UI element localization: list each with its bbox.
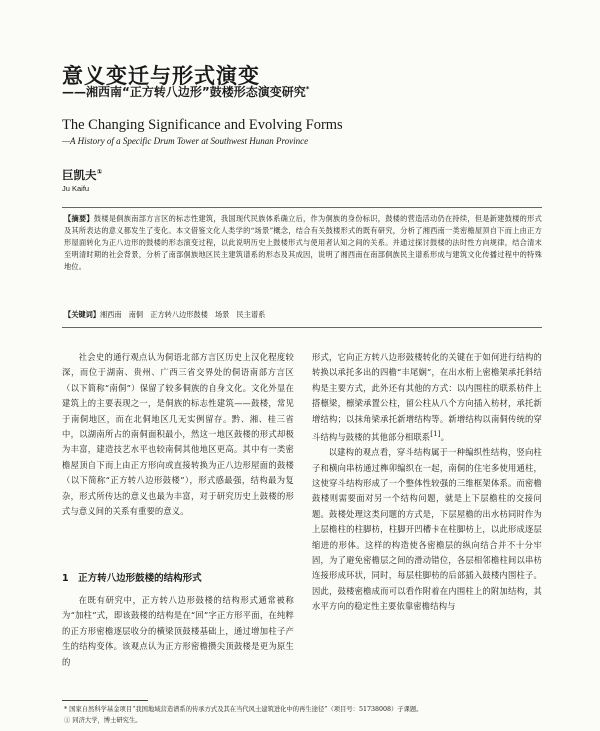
keywords-label: 【关键词】 <box>64 310 100 319</box>
title-english: The Changing Significance and Evolving Forms <box>62 117 343 133</box>
right-column <box>312 350 542 615</box>
footnote-author: ① 同济大学，博士研究生。 <box>64 717 142 724</box>
footnotes <box>64 704 542 726</box>
footnote-divider <box>62 700 148 701</box>
abstract <box>64 213 542 273</box>
abstract-bottom-divider <box>62 327 542 328</box>
author-english: Ju Kaifu <box>62 184 90 193</box>
section-heading-1: 1 正方转八边形鼓楼的结构形式 <box>62 573 202 584</box>
abstract-label: 【摘要】 <box>64 214 94 223</box>
right-paragraph-1-text: 形式，它向正方转八边形鼓楼转化的关键在于如何进行结构的转换以承托多出的四檐“丰尾娴”，在出水桁上密檐架承托斜结构是主要方式，此外还有其他的方式：以内围柱的联系枋件上搭檩梁，檩梁承置公柱，留公柱从八个方向插入枋材，承托新增结构；以抹角梁承托新增结构等。新增结构以南侗传统的穿斗结构与鼓楼的其他部分相联系 <box>312 352 542 442</box>
subtitle-chinese-text: ——湘西南“正方转八边形”鼓楼形态演变研究 <box>62 85 306 99</box>
abstract-top-divider <box>62 207 542 208</box>
right-paragraph-1: 形式，它向正方转八边形鼓楼转化的关键在于如何进行结构的转换以承托多出的四檐“丰尾娴”，在出水桁上密檐架承托斜结构是主要方式，此外还有其他的方式：以内围柱的联系枋件上搭檩梁，檩梁承置公柱，留公柱从八个方向插入枋材，承托新增结构；以抹角梁承托新增结构等。新增结构以南侗传统的穿斗结构与鼓楼的其他部分相联系[1]。 <box>312 352 542 442</box>
keywords-text: 湘西南 南侗 正方转八边形鼓楼 场景 民主谱系 <box>99 310 266 319</box>
author-name: 巨凯夫 <box>62 168 97 182</box>
left-column-intro <box>62 350 294 519</box>
subtitle-chinese <box>62 83 309 100</box>
footnote-funding: * 国家自然科学基金项目“我国地域营造谱系的传承方式及其在当代风土建筑进化中的再生途径”（项目号：51738008）子课题。 <box>64 706 423 713</box>
section-1-paragraph: 在既有研究中，正方转八边形鼓楼的结构形式通常被称为“加柱”式，即该鼓楼的结构是在“回”字正方形平面，在纯粹的正方形密檐逐层收分的横梁顶鼓楼基础上，通过增加柱子产生的结构变体。该观点认为正方形密檐攒尖顶鼓楼是更为原生的 <box>62 595 294 667</box>
left-column-section-1 <box>62 593 294 670</box>
citation-ref: [1] <box>430 430 441 439</box>
subtitle-footnote-marker: * <box>305 85 310 93</box>
subtitle-english <box>62 136 308 146</box>
title-chinese: 意义变迁与形式演变 <box>62 64 260 88</box>
abstract-text: 鼓楼是侗族南部方言区的标志性建筑，我国现代民族体系确立后，作为侗族的身份标识，鼓楼的营造活动仍在持续，但是新建鼓楼的形式及其所表达的意义都发生了变化。本文借鉴文化人类学的“场景”概念，结合有关鼓楼形式的既有研究，分析了湘西南一类密檐屋顶自下而上由正方形屋面转化为正八边形的鼓楼的形态演变过程，以此说明历史上鼓楼形式与使用者认知之间的关系。并通过探讨鼓楼的法时性方向规律，结合清末至明清时期的社会背景，分析了南部侗族地区民主建筑谱系的形态及其成因，说明了湘西南在南部侗族民主谱系形成与建筑文化传播过程中的特殊地位。 <box>64 214 542 271</box>
right-paragraph-2: 以建构的观点看，穿斗结构属于一种编织性结构，竖向柱子和横向串枋通过榫卯编织在一起，南侗的住宅多使用通柱，这使穿斗结构形成了一个整体性较强的三维框架体系。而密檐鼓楼则需要面对另一个结构问题，就是上下层檐柱的交接问题。鼓楼处理这类问题的方式是，下层屋檐的出水枋同时作为上层檐柱的柱脚枋，柱脚开凹槽卡在柱脚枋上，以此形成逐层缩进的形体。这样的构造使各密檐层的纵向结合并不十分牢固，为了避免密檐层之间的滑动错位，各层相邻檐柱间以串枋连接形成环状，同时，每层柱脚枋的后部插入鼓楼内围柱子。因此，鼓楼密檐成而可以看作附着在内围柱上的附加结构，其水平方向的稳定性主要依靠密檐结构与 <box>312 447 542 612</box>
keywords <box>64 309 542 321</box>
author-footnote-marker: ① <box>96 168 103 177</box>
subtitle-english-text: —A History of a Specific Drum Tower at Southwest Hunan Province <box>62 136 309 146</box>
intro-paragraph: 社会史的通行观点认为侗语北部方言区历史上汉化程度较深，而位于湖南、贵州、广西三省交界处的侗语南部方言区（以下简称“南侗”）保留了较多侗族的自身文化。文化外显在建筑上的主要表现之一，是侗族的标志性建筑——鼓楼，常见于南侗地区，而在北侗地区几无实例留存。黔、湘、桂三省中，以湖南所占的南侗面积最小，然这一地区鼓楼的形式却极为丰富，建造技艺水平也较南侗其他地区更高。其中有一类密檐屋顶自下而上由正方形向或直接转换为正八边形屋面的鼓楼（以下简称“正方转八边形鼓楼”），形式感最强，结构最为复杂，形式所传达的意义也最为丰富，对于研究历史上鼓楼的形式与意义间的关系有重要的意义。 <box>62 352 294 517</box>
author-chinese <box>62 167 102 183</box>
